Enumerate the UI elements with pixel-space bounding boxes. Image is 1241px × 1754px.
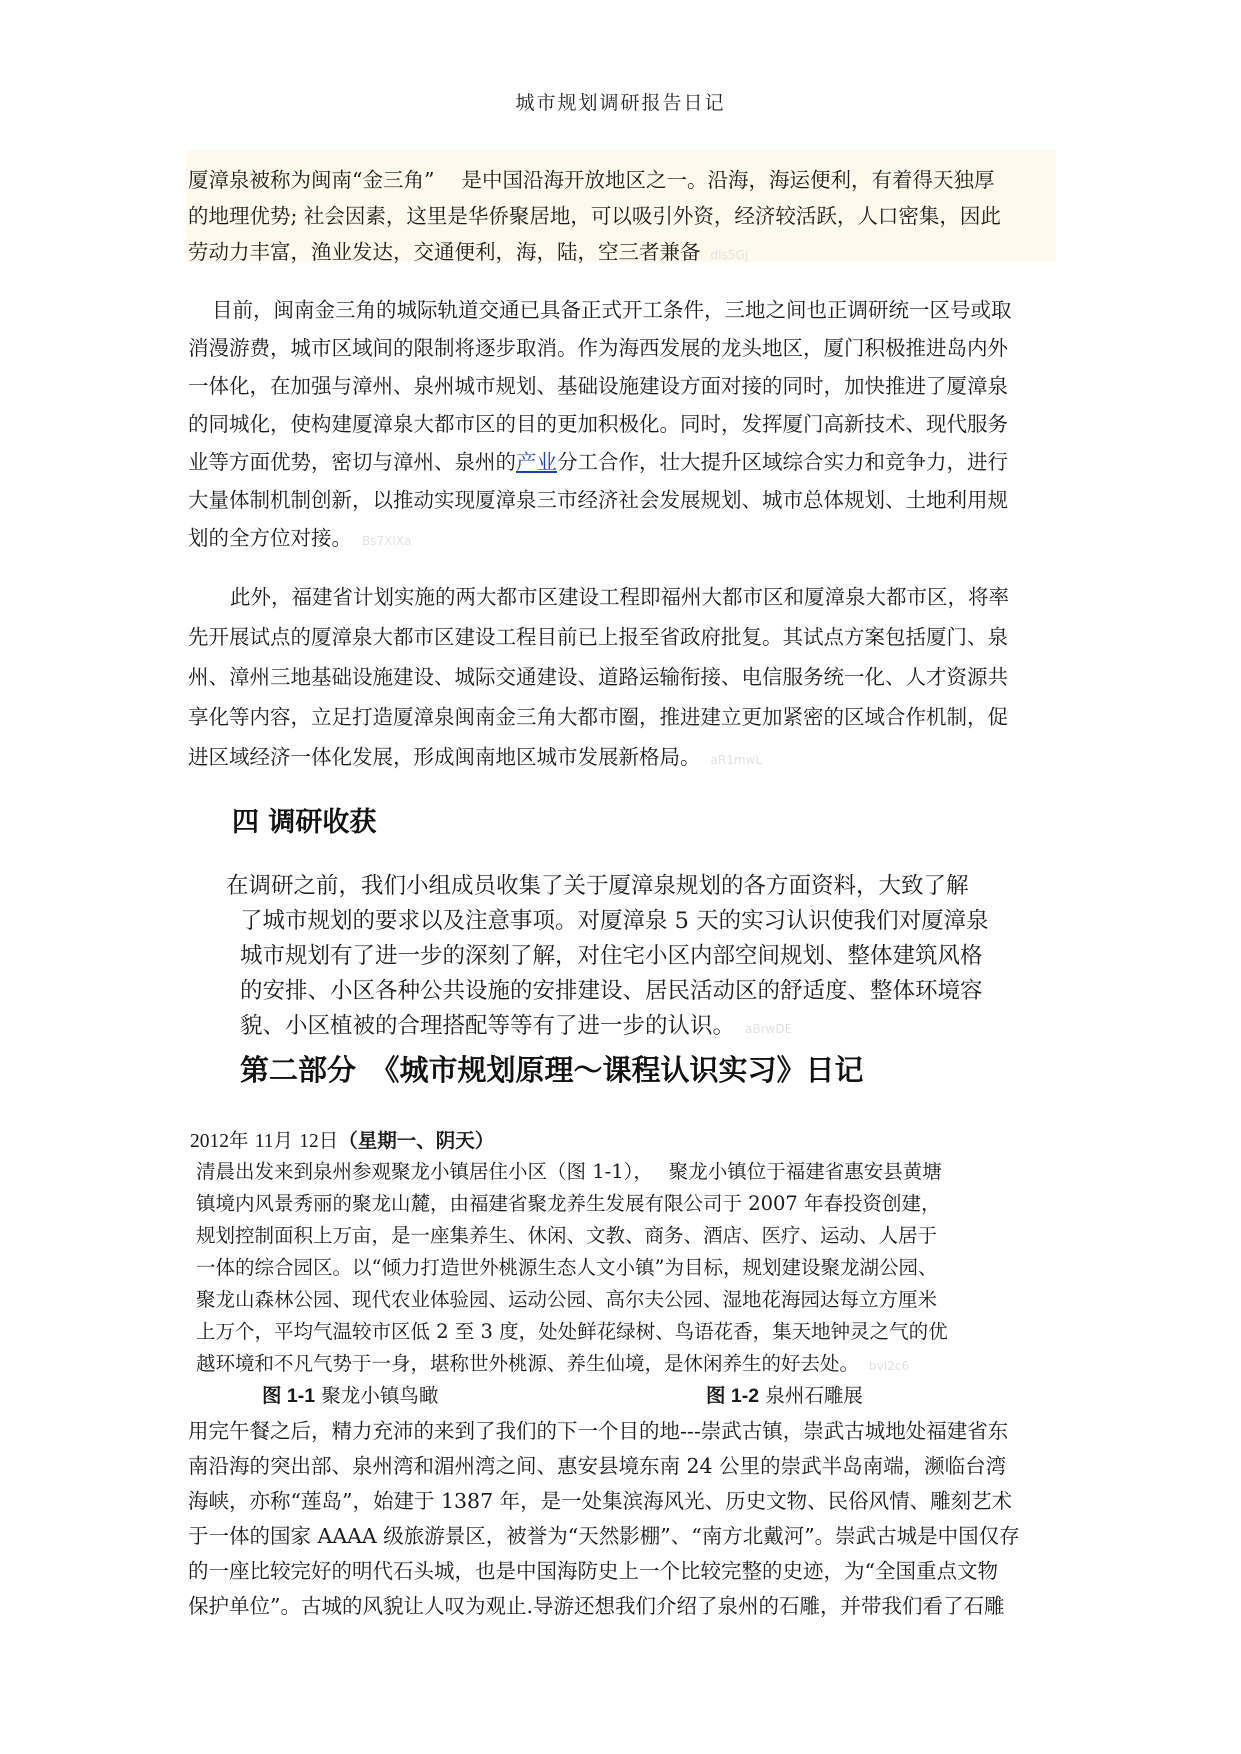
diary-line-7 [196,1348,909,1376]
date-day-unit: 日 [318,1129,339,1152]
date-year-unit: 年 [229,1129,249,1152]
para1-line-1: 目前，闽南金三角的城际轨道交通已具备正式开工条件，三地之间也正调研统一区号或取 [212,298,1012,322]
para2-line-4: 享化等内容，立足打造厦漳泉闽南金三角大都市圈，推进建立更加紧密的区域合作机制，促 [188,705,1008,729]
figure-caption-1-1 [262,1380,438,1408]
watermark-fragment: aBrwDE [745,1022,793,1036]
industry-link[interactable]: 产业 [516,450,557,474]
para1-line-3: 一体化，在加强与漳州、泉州城市规划、基础设施建设方面对接的同时，加快推进了厦漳泉 [188,374,1008,398]
para1-line-4: 的同城化，使构建厦漳泉大都市区的目的更加积极化。同时，发挥厦门高新技术、现代服务 [188,412,1008,436]
closing-line-5: 的一座比较完好的明代石头城，也是中国海防史上一个比较完整的史迹，为“全国重点文物 [188,1559,998,1583]
diary-line-5: 聚龙山森林公园、现代农业体验园、运动公园、高尔夫公园、湿地花海园达每立方厘米 [196,1288,938,1311]
watermark-fragment: aR1mwL [710,753,763,767]
closing-line-1: 用完午餐之后，精力充沛的来到了我们的下一个目的地---崇武古镇，崇武古城地处福建省东 [188,1419,1009,1443]
section4-line-1: 在调研之前，我们小组成员收集了关于厦漳泉规划的各方面资料，大致了解 [226,873,969,899]
intro-line-3-text: 劳动力丰富，渔业发达，交通便利，海，陆，空三者兼备 [188,240,701,264]
diary-line-4: 一体的综合园区。以“倾力打造世外桃源生态人文小镇”为目标，规划建设聚龙湖公园、 [196,1256,938,1279]
watermark-fragment: bvI2c6 [869,1359,910,1373]
date-weather-note: （星期一、阴天） [338,1129,495,1152]
para2-line-1: 此外，福建省计划实施的两大都市区建设工程即福州大都市区和厦漳泉大都市区，将率 [230,585,1009,609]
figure-number: 图 1-1 [262,1385,316,1407]
diary-date [190,1125,494,1153]
diary-line-6: 上万个，平均气温较市区低 2 至 3 度，处处鲜花绿树、鸟语花香，集天地钟灵之气的优 [196,1320,948,1343]
para1-line-5 [188,445,1008,475]
closing-line-6: 保护单位”。古城的风貌让人叹为观止.导游还想我们介绍了泉州的石雕，并带我们看了石雕 [188,1594,1005,1618]
para1-line-5-start: 业等方面优势，密切与漳州、泉州的 [188,450,516,474]
date-year: 2012 [190,1131,229,1152]
section4-line-5 [240,1008,792,1040]
para1-line-6: 大量体制机制创新，以推动实现厦漳泉三市经济社会发展规划、城市总体规划、土地利用规 [188,488,1008,512]
watermark-fragment: Bs7XIXa [362,534,412,548]
part-two-heading: 第二部分 《城市规划原理～课程认识实习》日记 [240,1053,864,1087]
diary-line-7-text: 越环境和不凡气势于一身，堪称世外桃源、养生仙境，是休闲养生的好去处。 [196,1352,860,1375]
watermark-fragment: dIs5Gj [710,248,749,262]
figure-title: 聚龙小镇鸟瞰 [321,1384,439,1407]
para1-line-5-end: 分工合作，壮大提升区域综合实力和竞争力，进行 [557,450,1008,474]
date-day: 12 [299,1131,319,1152]
closing-line-4: 于一体的国家 AAAA 级旅游景区，被誉为“天然影棚”、“南方北戴河”。崇武古城是中国仅存 [188,1524,1020,1548]
section-four-heading: 四 调研收获 [232,807,377,838]
section4-line-2: 了城市规划的要求以及注意事项。对厦漳泉 5 天的实习认识使我们对厦漳泉 [240,908,989,934]
para2-line-2: 先开展试点的厦漳泉大都市区建设工程目前已上报至省政府批复。其试点方案包括厦门、泉 [188,625,1008,649]
para2-line-3: 州、漳州三地基础设施建设、城际交通建设、道路运输衔接、电信服务统一化、人才资源共 [188,665,1008,689]
page-header-title: 城市规划调研报告日记 [515,92,726,114]
para2-line-5 [188,740,762,770]
diary-line-2: 镇境内风景秀丽的聚龙山麓，由福建省聚龙养生发展有限公司于 2007 年春投资创建， [196,1192,941,1215]
date-month-unit: 月 [273,1129,294,1152]
figure-caption-1-2 [706,1380,863,1408]
diary-line-3: 规划控制面积上万亩，是一座集养生、休闲、文教、商务、酒店、医疗、运动、人居于 [196,1224,938,1247]
intro-line-1: 厦漳泉被称为闽南“金三角” 是中国沿海开放地区之一。沿海，海运便利，有着得天独厚 [188,168,995,192]
intro-line-3 [188,235,748,265]
date-month: 11 [254,1131,274,1152]
section4-line-5-text: 貌、小区植被的合理搭配等等有了进一步的认识。 [240,1013,736,1039]
para1-line-7-text: 划的全方位对接。 [188,526,352,550]
para1-line-7 [188,521,411,551]
para1-line-2: 消漫游费，城市区域间的限制将逐步取消。作为海西发展的龙头地区，厦门积极推进岛内外 [188,336,1008,360]
diary-line-1: 清晨出发来到泉州参观聚龙小镇居住小区（图 1-1）， 聚龙小镇位于福建省惠安县黄塘 [196,1160,942,1183]
section4-line-3: 城市规划有了进一步的深刻了解，对住宅小区内部空间规划、整体建筑风格 [240,943,983,969]
closing-line-2: 南沿海的突出部、泉州湾和湄州湾之间、惠安县境东南 24 公里的崇武半岛南端，濒临台湾 [188,1454,1007,1478]
figure-title: 泉州石雕展 [765,1384,863,1407]
section4-line-4: 的安排、小区各种公共设施的安排建设、居民活动区的舒适度、整体环境容 [240,978,983,1004]
figure-number: 图 1-2 [706,1385,760,1407]
closing-line-3: 海峡，亦称“莲岛”，始建于 1387 年，是一处集滨海风光、历史文物、民俗风情、雕刻艺术 [188,1489,1013,1513]
intro-line-2: 的地理优势; 社会因素，这里是华侨聚居地，可以吸引外资，经济较活跃，人口密集，因此 [188,204,1001,228]
para2-line-5-text: 进区域经济一体化发展，形成闽南地区城市发展新格局。 [188,745,701,769]
